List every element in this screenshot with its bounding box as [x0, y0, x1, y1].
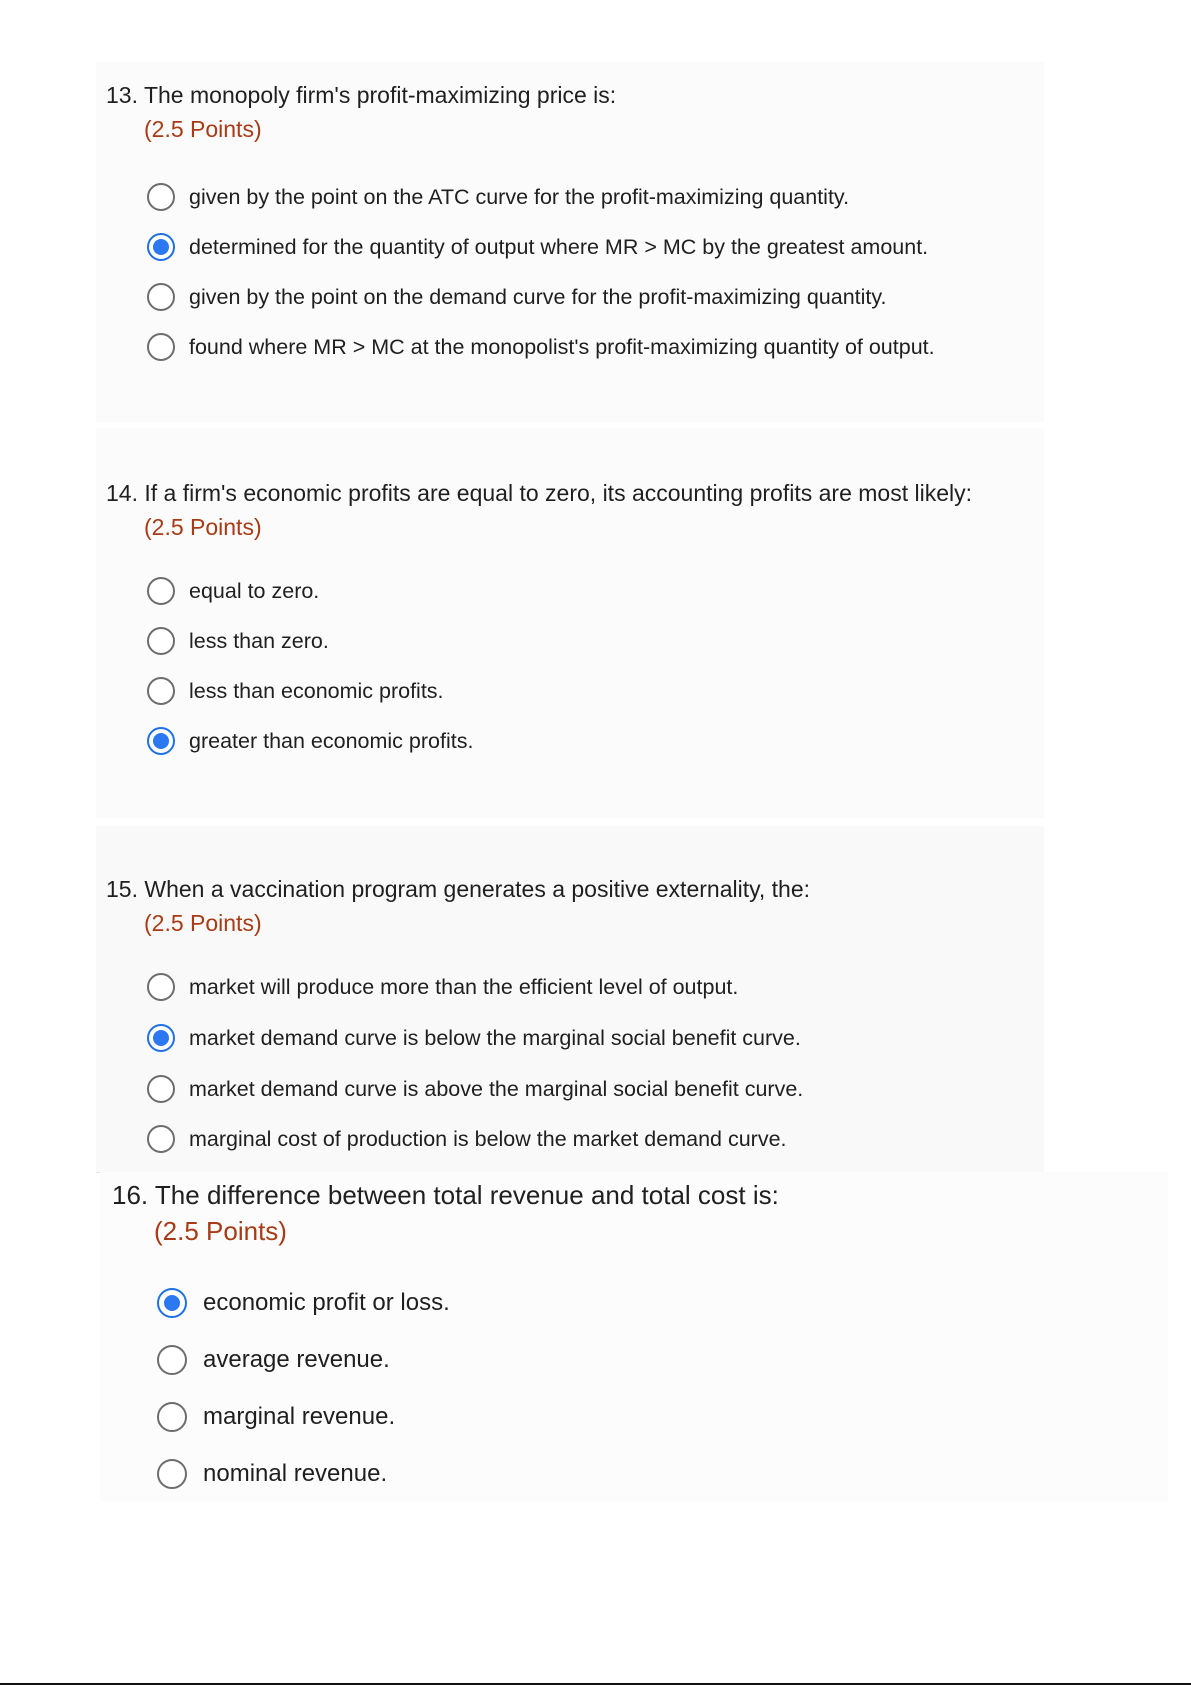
question-text: If a firm's economic profits are equal to zero, its accounting profits are most likely:: [144, 480, 972, 506]
option-c[interactable]: [147, 280, 887, 314]
option-d[interactable]: [147, 1122, 787, 1156]
radio-button[interactable]: [147, 1125, 175, 1153]
question-number: 14.: [106, 480, 138, 506]
radio-button-selected[interactable]: [147, 233, 175, 261]
option-label: marginal revenue.: [203, 1403, 396, 1430]
question-title: [112, 1180, 779, 1211]
option-label: given by the point on the ATC curve for the profit-maximizing quantity.: [189, 184, 850, 209]
question-14: [96, 428, 1044, 818]
radio-button-selected[interactable]: [157, 1288, 187, 1318]
option-label: found where MR > MC at the monopolist's profit-maximizing quantity of output.: [189, 334, 935, 359]
question-text: The monopoly firm's profit-maximizing price is:: [143, 82, 617, 108]
radio-button[interactable]: [147, 973, 175, 1001]
question-15: [96, 826, 1044, 1173]
question-title: [106, 82, 616, 109]
option-label: average revenue.: [203, 1346, 390, 1373]
option-label: nominal revenue.: [203, 1460, 388, 1487]
option-label: market demand curve is below the marginal social benefit curve.: [189, 1025, 801, 1050]
option-c[interactable]: [147, 1072, 803, 1106]
radio-button-selected[interactable]: [147, 727, 175, 755]
option-b[interactable]: [147, 230, 928, 264]
question-13: [96, 62, 1044, 422]
radio-button[interactable]: [157, 1345, 187, 1375]
option-label: market demand curve is above the marginal social benefit curve.: [189, 1076, 804, 1101]
question-number: 16.: [112, 1180, 149, 1210]
option-d[interactable]: [147, 330, 935, 364]
option-a[interactable]: [147, 970, 738, 1004]
radio-button[interactable]: [157, 1402, 187, 1432]
option-a[interactable]: [147, 574, 319, 608]
option-d[interactable]: [147, 724, 473, 758]
question-text: The difference between total revenue and total cost is:: [154, 1180, 779, 1210]
option-label: greater than economic profits.: [189, 728, 474, 753]
option-c[interactable]: [147, 674, 444, 708]
question-points: (2.5 Points): [144, 910, 262, 936]
radio-button[interactable]: [147, 333, 175, 361]
question-16: [100, 1172, 1168, 1502]
option-label: given by the point on the demand curve for the profit-maximizing quantity.: [189, 284, 887, 309]
option-a[interactable]: [157, 1286, 450, 1320]
option-label: equal to zero.: [189, 578, 320, 603]
question-number: 13.: [106, 82, 138, 108]
question-number: 15.: [106, 876, 138, 902]
radio-button[interactable]: [147, 677, 175, 705]
radio-button[interactable]: [147, 577, 175, 605]
question-title: [106, 876, 810, 903]
question-text: When a vaccination program generates a positive externality, the:: [144, 876, 811, 902]
radio-button[interactable]: [157, 1459, 187, 1489]
option-label: marginal cost of production is below the market demand curve.: [189, 1126, 787, 1151]
radio-button-selected[interactable]: [147, 1024, 175, 1052]
question-points: (2.5 Points): [144, 116, 262, 142]
option-label: less than zero.: [189, 628, 329, 653]
question-title: [106, 480, 972, 507]
radio-button[interactable]: [147, 283, 175, 311]
option-c[interactable]: [157, 1400, 395, 1434]
option-label: less than economic profits.: [189, 678, 444, 703]
question-points: (2.5 Points): [154, 1216, 287, 1246]
option-b[interactable]: [147, 1021, 801, 1055]
question-points: (2.5 Points): [144, 514, 262, 540]
radio-button[interactable]: [147, 627, 175, 655]
option-d[interactable]: [157, 1457, 387, 1491]
option-b[interactable]: [157, 1343, 390, 1377]
radio-button[interactable]: [147, 1075, 175, 1103]
option-a[interactable]: [147, 180, 849, 214]
radio-button[interactable]: [147, 183, 175, 211]
option-label: market will produce more than the efficient level of output.: [189, 974, 739, 999]
option-label: economic profit or loss.: [203, 1289, 450, 1316]
option-b[interactable]: [147, 624, 329, 658]
option-label: determined for the quantity of output where MR > MC by the greatest amount.: [189, 234, 929, 259]
